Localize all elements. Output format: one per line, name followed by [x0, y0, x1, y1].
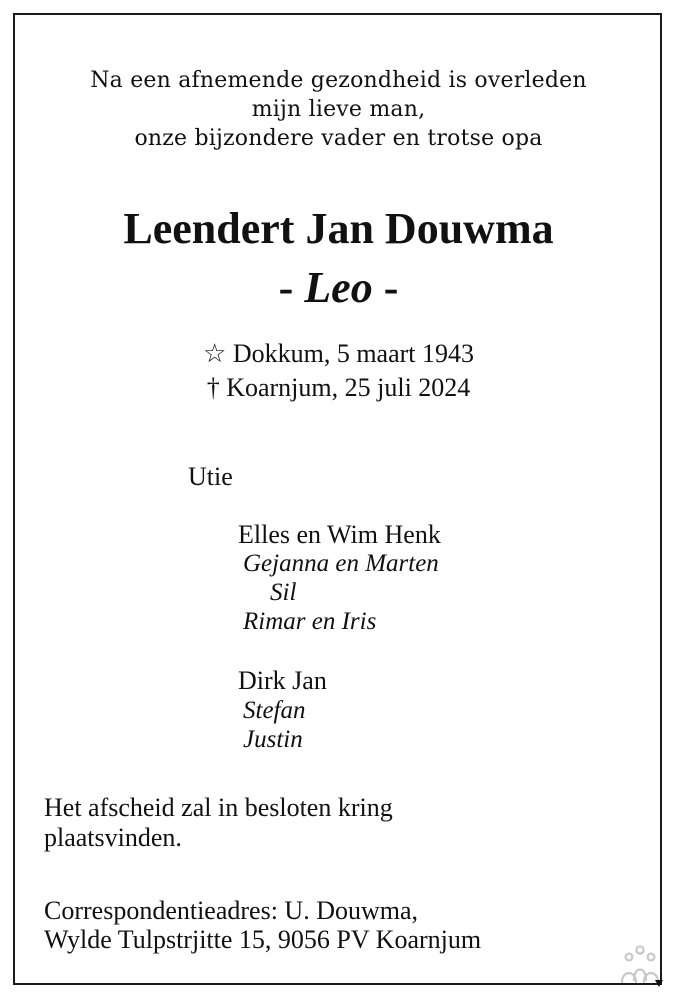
- birth-line: [0, 337, 677, 371]
- caret-down-icon[interactable]: [655, 980, 663, 987]
- family-people-logo-icon: [617, 944, 663, 988]
- deceased-nickname: Leo: [304, 263, 373, 312]
- child-1-names: Elles en Wim Henk: [238, 520, 441, 549]
- nickname-dash-right: -: [383, 263, 399, 312]
- intro-line-3: onze bijzondere vader en trotse opa: [134, 126, 543, 151]
- star-icon: ☆: [203, 339, 227, 368]
- correspondence-address-line-1: Correspondentieadres: U. Douwma,: [44, 896, 419, 925]
- grandchild-line: Justin: [243, 726, 303, 753]
- grandchild-line: Stefan: [243, 697, 306, 724]
- intro-text: [0, 66, 677, 153]
- death-date: Koarnjum, 25 juli 2024: [226, 373, 471, 402]
- farewell-notice-line-1: Het afscheid zal in besloten kring: [44, 793, 393, 822]
- spouse-name: Utie: [188, 462, 233, 491]
- intro-line-1: Na een afnemende gezondheid is overleden: [90, 68, 587, 93]
- grandchild-line: Gejanna en Marten: [243, 550, 439, 577]
- grandchild-line: Rimar en Iris: [243, 608, 377, 635]
- intro-line-2: mijn lieve man,: [251, 97, 426, 122]
- deceased-nickname-line: [0, 262, 677, 314]
- deceased-name: Leendert Jan Douwma: [123, 204, 554, 253]
- nickname-dash-left: -: [278, 263, 294, 312]
- farewell-notice-line-2: plaatsvinden.: [44, 823, 182, 852]
- birth-date: Dokkum, 5 maart 1943: [232, 339, 474, 368]
- child-2-names: Dirk Jan: [238, 666, 327, 695]
- life-dates: [0, 337, 677, 405]
- grandchild-line: Sil: [270, 579, 297, 606]
- correspondence-address-line-2: Wylde Tulpstrjitte 15, 9056 PV Koarnjum: [44, 925, 482, 954]
- cross-icon: †: [206, 373, 220, 402]
- death-line: [0, 371, 677, 405]
